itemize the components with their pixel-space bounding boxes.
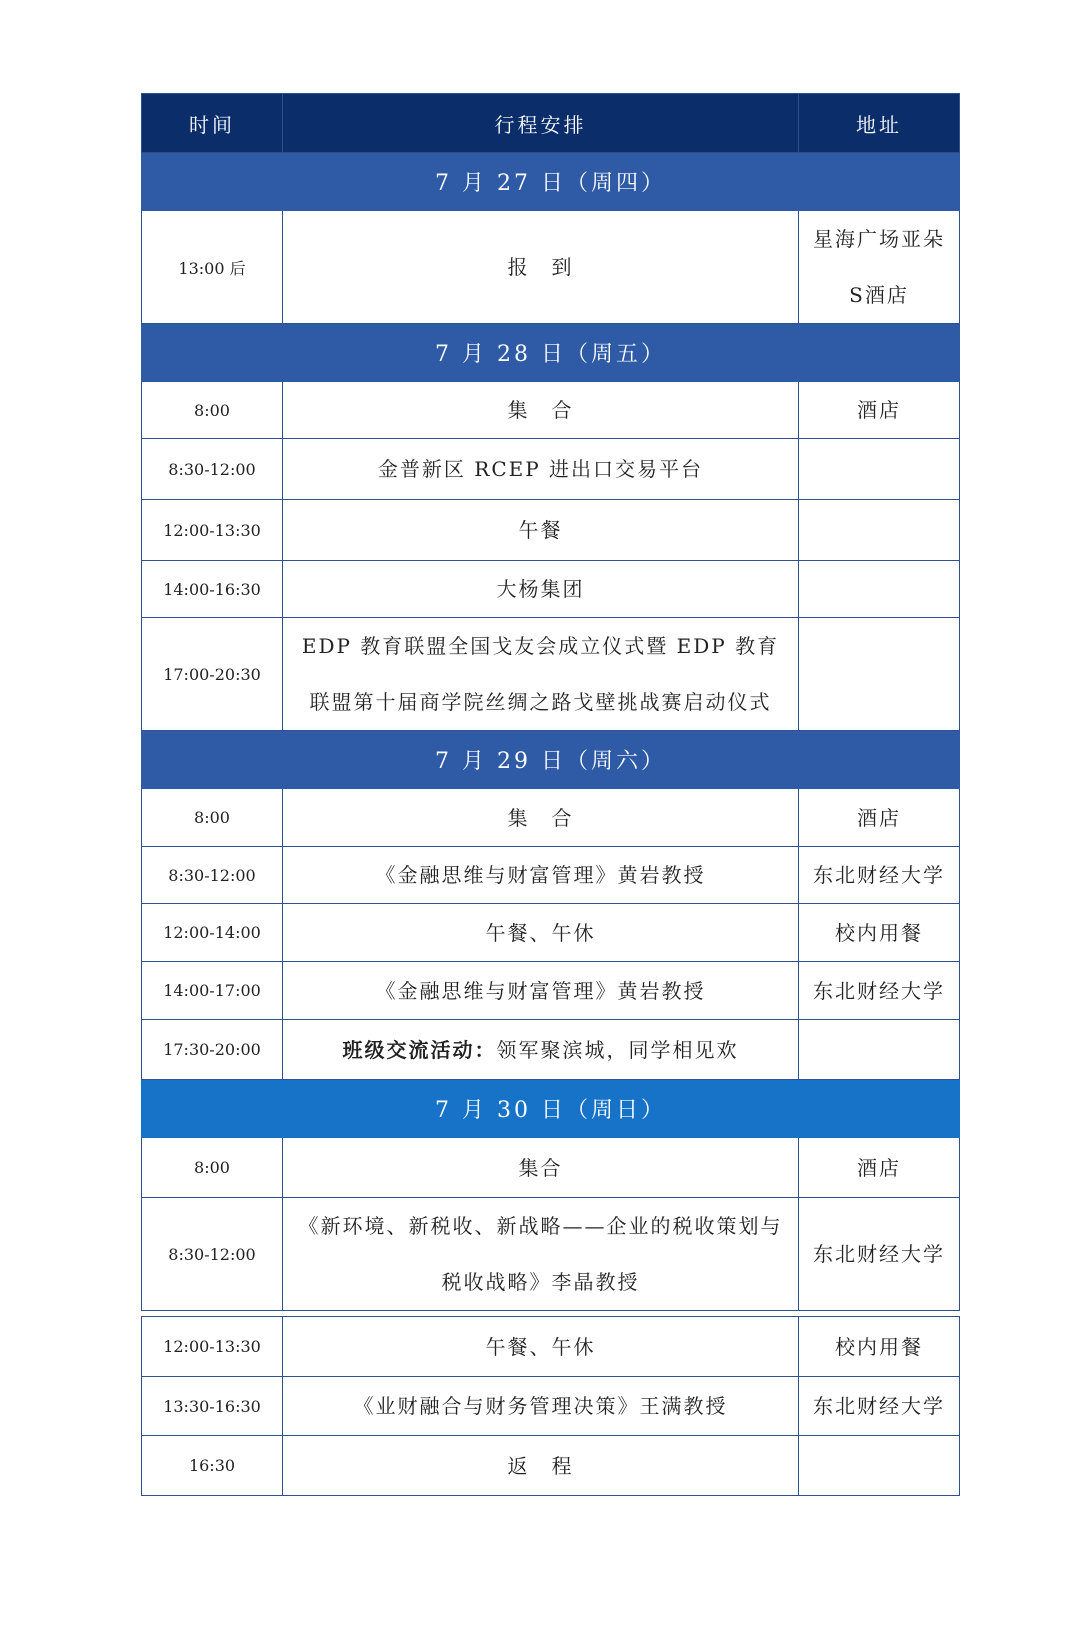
activity-cell: 返 程 [283, 1436, 799, 1496]
table-row [142, 500, 960, 561]
activity-cell: 《业财融合与财务管理决策》王满教授 [283, 1377, 799, 1436]
day-header [142, 1080, 960, 1138]
activity-cell: EDP 教育联盟全国戈友会成立仪式暨 EDP 教育联盟第十届商学院丝绸之路戈壁挑战赛启动仪式 [283, 618, 799, 731]
activity-cell [283, 1020, 799, 1080]
address-cell [799, 500, 960, 561]
address-cell [799, 1436, 960, 1496]
time-cell: 8:30-12:00 [142, 439, 283, 500]
activity-cell: 大杨集团 [283, 561, 799, 618]
activity-cell: 午餐、午休 [283, 1317, 799, 1377]
address-cell [799, 561, 960, 618]
time-cell: 13:00 后 [142, 211, 283, 324]
activity-bold-label: 班级交流活动： [342, 1037, 497, 1062]
table-row [142, 382, 960, 439]
time-cell: 12:00-14:00 [142, 904, 283, 962]
time-cell: 12:00-13:30 [142, 500, 283, 561]
address-cell [799, 618, 960, 731]
day-label: 7 月 29 日（周六） [142, 731, 960, 789]
table-row [142, 847, 960, 904]
activity-text: 领军聚滨城，同学相见欢 [496, 1037, 739, 1062]
schedule-table-wrapper [141, 93, 959, 1496]
time-cell: 17:30-20:00 [142, 1020, 283, 1080]
time-cell: 17:00-20:30 [142, 618, 283, 731]
table-row [142, 211, 960, 324]
activity-cell: 午餐 [283, 500, 799, 561]
activity-cell: 午餐、午休 [283, 904, 799, 962]
table-row [142, 561, 960, 618]
header-address: 地址 [799, 94, 960, 153]
activity-cell: 集合 [283, 1138, 799, 1198]
address-cell: 校内用餐 [799, 1317, 960, 1377]
table-row [142, 962, 960, 1020]
address-cell: 东北财经大学 [799, 962, 960, 1020]
time-cell: 8:30-12:00 [142, 847, 283, 904]
time-cell: 12:00-13:30 [142, 1317, 283, 1377]
time-cell: 8:30-12:00 [142, 1198, 283, 1311]
table-row [142, 618, 960, 731]
day-label: 7 月 27 日（周四） [142, 153, 960, 211]
day-header [142, 731, 960, 789]
activity-cell: 报 到 [283, 211, 799, 324]
day-label: 7 月 28 日（周五） [142, 324, 960, 382]
address-cell: 酒店 [799, 1138, 960, 1198]
time-cell: 8:00 [142, 382, 283, 439]
time-cell: 8:00 [142, 789, 283, 847]
address-cell [799, 439, 960, 500]
time-cell: 14:00-16:30 [142, 561, 283, 618]
table-row [142, 1020, 960, 1080]
address-cell: 酒店 [799, 382, 960, 439]
header-row [142, 94, 960, 153]
day-label: 7 月 30 日（周日） [142, 1080, 960, 1138]
time-cell: 14:00-17:00 [142, 962, 283, 1020]
table-row [142, 789, 960, 847]
activity-cell: 《金融思维与财富管理》黄岩教授 [283, 847, 799, 904]
time-cell: 8:00 [142, 1138, 283, 1198]
address-cell: 星海广场亚朵S酒店 [799, 211, 960, 324]
activity-cell: 《新环境、新税收、新战略——企业的税收策划与税收战略》李晶教授 [283, 1198, 799, 1311]
table-row [142, 904, 960, 962]
address-cell: 东北财经大学 [799, 847, 960, 904]
address-cell: 酒店 [799, 789, 960, 847]
table-row [142, 1436, 960, 1496]
activity-cell: 《金融思维与财富管理》黄岩教授 [283, 962, 799, 1020]
day-header [142, 153, 960, 211]
address-cell: 东北财经大学 [799, 1377, 960, 1436]
header-time: 时间 [142, 94, 283, 153]
table-row [142, 1198, 960, 1311]
table-row [142, 439, 960, 500]
schedule-table [141, 93, 960, 1496]
activity-cell: 金普新区 RCEP 进出口交易平台 [283, 439, 799, 500]
activity-cell: 集 合 [283, 382, 799, 439]
table-row [142, 1317, 960, 1377]
time-cell: 13:30-16:30 [142, 1377, 283, 1436]
activity-cell: 集 合 [283, 789, 799, 847]
header-schedule: 行程安排 [283, 94, 799, 153]
table-row [142, 1138, 960, 1198]
day-header [142, 324, 960, 382]
address-cell: 校内用餐 [799, 904, 960, 962]
address-cell: 东北财经大学 [799, 1198, 960, 1311]
table-row [142, 1377, 960, 1436]
address-cell [799, 1020, 960, 1080]
time-cell: 16:30 [142, 1436, 283, 1496]
